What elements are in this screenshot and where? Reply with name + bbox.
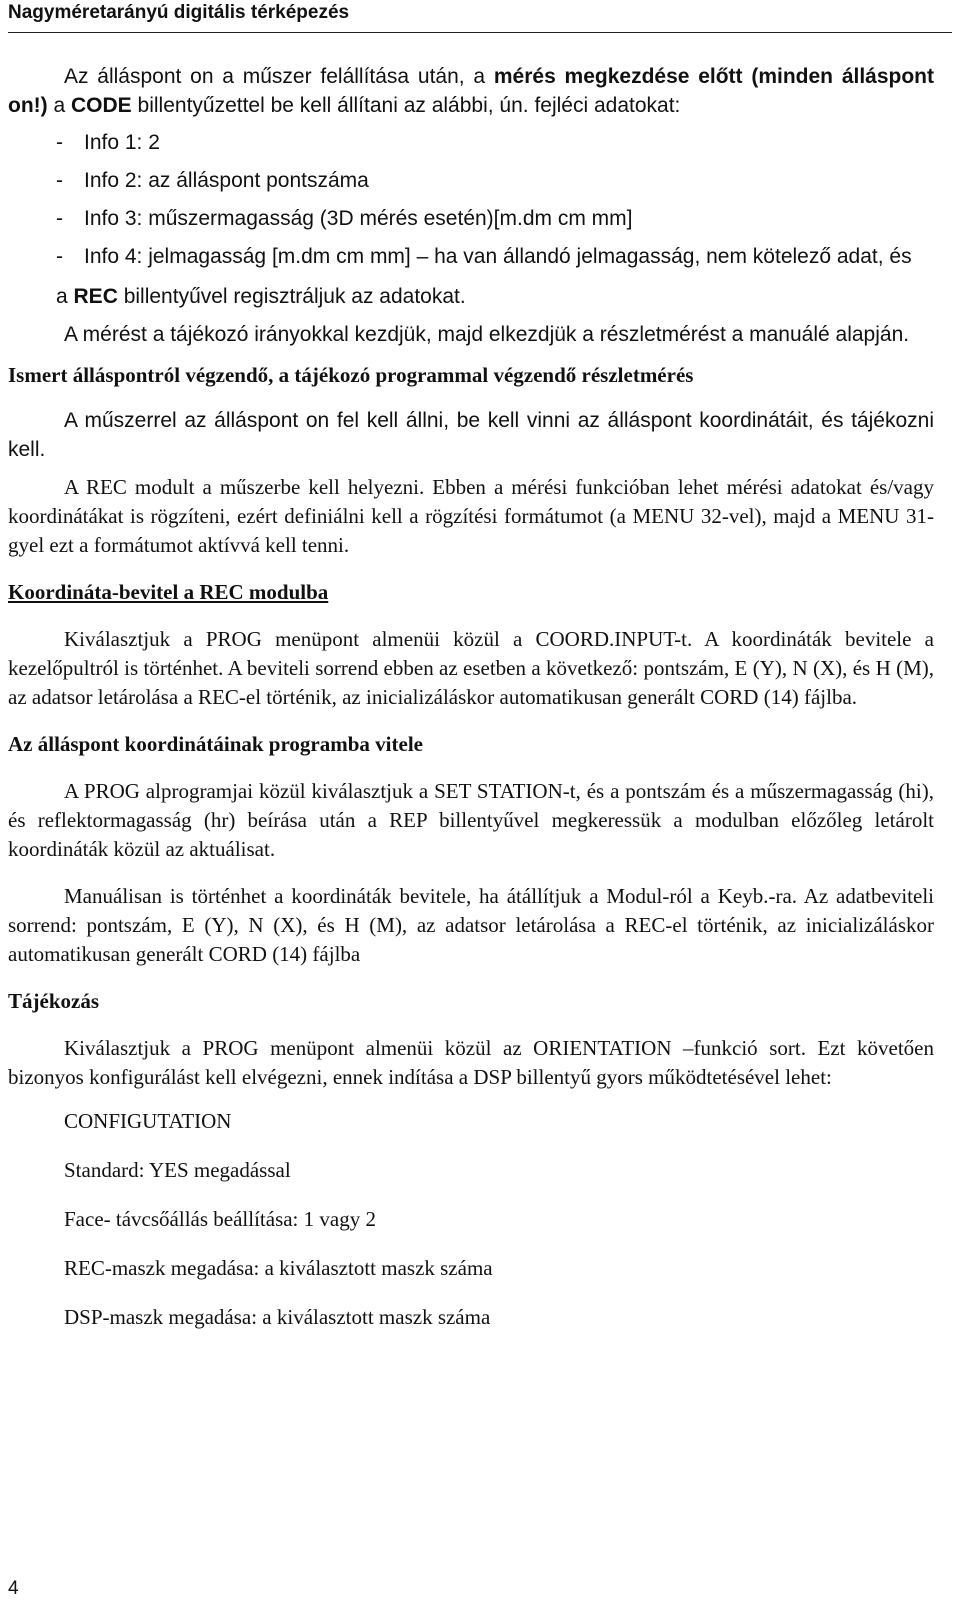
paragraph: A REC modult a műszerbe kell helyezni. Ebben a mérési funkcióban lehet mérési adatokat és/vagy koordinátákat is rögzíteni, ezért definiálni kell a rögzítési formátumot (a MENU 32-vel), majd a MENU 31-gyel ezt a formátumot aktívvá kell tenni. bbox=[8, 475, 934, 557]
config-line: Standard: YES megadással bbox=[64, 1158, 291, 1182]
bold-run: (minden bbox=[742, 65, 842, 88]
text-run: billentyűvel regisztráljuk az adatokat. bbox=[117, 285, 466, 308]
config-list bbox=[8, 1107, 934, 1332]
page-content bbox=[8, 62, 934, 1332]
section-heading: Tájékozás bbox=[8, 989, 99, 1013]
text-run: Az álláspont on a műszer felállítása után, a bbox=[64, 65, 494, 88]
config-line: REC-maszk megadása: a kiválasztott maszk száma bbox=[64, 1256, 493, 1280]
list-item-text: Info 1: 2 bbox=[84, 131, 160, 154]
paragraph: Manuálisan is történhet a koordináták bevitele, ha átállítjuk a Modul-ról a Keyb.-ra. Az adatbeviteli sorrend: pontszám, E (Y), N (X), és H (M), az adatsor letárolása a REC-el történik, az inicializáláskor automatikusan generált CORD (14) fájlba bbox=[8, 884, 934, 966]
info-list bbox=[56, 128, 934, 271]
paragraph: A PROG alprogramjai közül kiválasztjuk a SET STATION-t, és a pontszám és a műszermagasság (hi), és reflektormagasság (hr) beírása után a REP billentyűvel megkeressük a modulban előzőleg letárolt koordináták közül az aktuálisat. bbox=[8, 779, 934, 861]
config-line: DSP-maszk megadása: a kiválasztott maszk száma bbox=[64, 1305, 491, 1329]
list-item: - Info 3: műszermagasság (3D mérés esetén)[m.dm cm mm] bbox=[56, 204, 934, 233]
bold-run: REC bbox=[73, 285, 118, 308]
config-line: Face- távcsőállás beállítása: 1 vagy 2 bbox=[64, 1207, 376, 1231]
list-item: - Info 2: az álláspont pontszáma bbox=[56, 166, 934, 195]
paragraph: A mérést a tájékozó irányokkal kezdjük, majd elkezdjük a részletmérést a manuálé alapján. bbox=[64, 323, 910, 346]
rec-paragraph bbox=[56, 282, 934, 311]
running-header: Nagyméretarányú digitális térképezés bbox=[8, 0, 952, 33]
page-number: 4 bbox=[8, 1578, 19, 1599]
paragraph: Kiválasztjuk a PROG menüpont almenüi közül az ORIENTATION –funkció sort. Ezt követően bizonyos konfigurálást kell elvégezni, ennek indítása a DSP billentyű gyors működtetésével lehet: bbox=[8, 1036, 934, 1089]
list-item: - Info 1: 2 bbox=[56, 128, 934, 157]
text-run: a bbox=[56, 285, 74, 308]
bold-run: CODE bbox=[71, 94, 132, 117]
paragraph: A műszerrel az álláspont on fel kell állni, be kell vinni az álláspont koordinátáit, és tájékozni kell. bbox=[8, 409, 934, 461]
list-item-text: Info 4: jelmagasság [m.dm cm mm] – ha van állandó jelmagasság, nem kötelező adat, és bbox=[84, 245, 912, 268]
text-run: billentyűzettel be kell állítani az alábbi, ún. fejléci adatokat: bbox=[131, 94, 681, 117]
config-line: CONFIGUTATION bbox=[64, 1109, 232, 1133]
bold-run: mérés megkezdése előtt bbox=[493, 65, 743, 88]
intro-paragraph bbox=[8, 62, 934, 120]
list-item-text: Info 2: az álláspont pontszáma bbox=[84, 169, 369, 192]
list-item-text: Info 3: műszermagasság (3D mérés esetén)[m.dm cm mm] bbox=[84, 207, 633, 230]
section-heading: Az álláspont koordinátáinak programba vitele bbox=[8, 732, 423, 756]
text-run: a bbox=[47, 94, 72, 117]
section-heading: Koordináta-bevitel a REC modulba bbox=[8, 580, 329, 604]
bold-run: álláspont on!) bbox=[8, 65, 934, 117]
list-item: - Info 4: jelmagasság [m.dm cm mm] – ha van állandó jelmagasság, nem kötelező adat, és bbox=[56, 242, 934, 271]
paragraph: Kiválasztjuk a PROG menüpont almenüi közül a COORD.INPUT-t. A koordináták bevitele a kezelőpultról is történhet. A beviteli sorrend ebben az esetben a következő: pontszám, E (Y), N (X), és H (M), az adatsor letárolása a REC-el történik, az inicializáláskor automatikusan generált CORD (14) fájlba. bbox=[8, 627, 934, 709]
section-heading: Ismert álláspontról végzendő, a tájékozó programmal végzendő részletmérés bbox=[8, 363, 694, 387]
